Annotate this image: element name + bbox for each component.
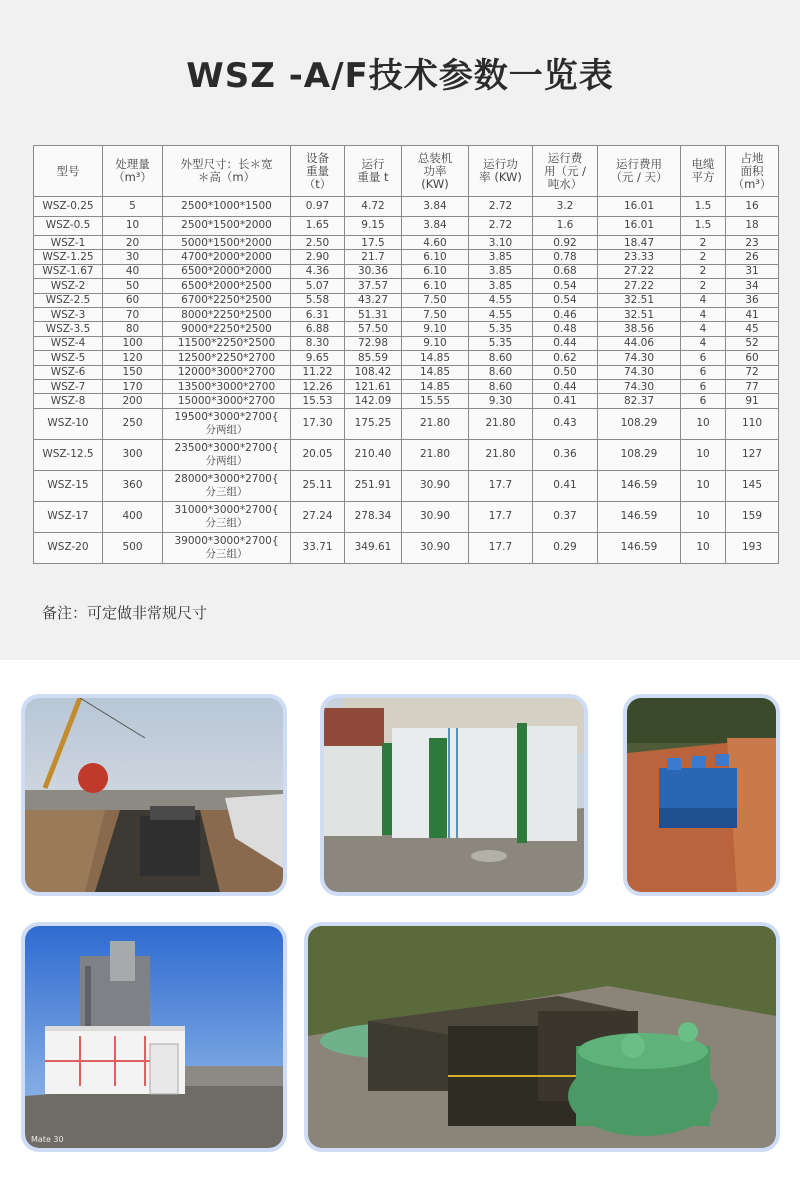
table-cell: 72 (726, 365, 779, 379)
table-cell: WSZ-2 (34, 279, 103, 293)
table-cell: 43.27 (345, 293, 402, 307)
table-cell: 45 (726, 322, 779, 336)
photo-construction-site (21, 694, 287, 896)
table-cell: 8.60 (469, 379, 533, 393)
table-cell: 121.61 (345, 379, 402, 393)
table-cell: 21.80 (469, 408, 533, 439)
table-cell: 146.59 (598, 532, 681, 563)
table-cell: 10 (681, 408, 726, 439)
table-cell: 210.40 (345, 439, 402, 470)
table-cell: 108.29 (598, 408, 681, 439)
table-cell: 193 (726, 532, 779, 563)
table-cell: 175.25 (345, 408, 402, 439)
table-row (34, 439, 779, 470)
table-cell: 74.30 (598, 351, 681, 365)
table-cell: 1.6 (533, 216, 598, 236)
table-cell: 5.35 (469, 322, 533, 336)
table-cell: 4 (681, 322, 726, 336)
table-cell: 8000*2250*2500 (163, 307, 291, 321)
table-cell: WSZ-8 (34, 394, 103, 408)
table-row (34, 336, 779, 350)
table-cell: 1.65 (291, 216, 345, 236)
photo-tanks-installation (304, 922, 780, 1152)
table-cell: 80 (103, 322, 163, 336)
table-cell: 77 (726, 379, 779, 393)
table-row (34, 470, 779, 501)
table-cell: 0.48 (533, 322, 598, 336)
table-cell: WSZ-5 (34, 351, 103, 365)
table-cell: 40 (103, 264, 163, 278)
table-cell: 57.50 (345, 322, 402, 336)
table-cell: 0.54 (533, 279, 598, 293)
table-cell: 30 (103, 250, 163, 264)
table-cell: 3.85 (469, 264, 533, 278)
table-cell: 0.50 (533, 365, 598, 379)
table-cell: 2.50 (291, 236, 345, 250)
table-cell: 14.85 (402, 365, 469, 379)
table-cell: 50 (103, 279, 163, 293)
table-cell: 15.53 (291, 394, 345, 408)
column-header: 运行费 用（元 / 吨水） (533, 146, 598, 197)
table-cell: 85.59 (345, 351, 402, 365)
column-header: 运行费用 （元 / 天） (598, 146, 681, 197)
table-row (34, 532, 779, 563)
table-row (34, 197, 779, 217)
table-cell: 16 (726, 197, 779, 217)
table-cell: 9.65 (291, 351, 345, 365)
table-cell: 6500*2000*2000 (163, 264, 291, 278)
table-cell: 1.5 (681, 216, 726, 236)
table-cell: WSZ-1.67 (34, 264, 103, 278)
table-row (34, 379, 779, 393)
table-cell: 4 (681, 293, 726, 307)
table-cell: 33.71 (291, 532, 345, 563)
table-cell: 72.98 (345, 336, 402, 350)
column-header: 电缆 平方 (681, 146, 726, 197)
table-row (34, 365, 779, 379)
table-cell: 3.10 (469, 236, 533, 250)
table-cell: 9.10 (402, 336, 469, 350)
photo-blue-unit-trench (623, 694, 780, 896)
table-cell: 2.72 (469, 197, 533, 217)
table-cell: 9.10 (402, 322, 469, 336)
table-cell: 30.90 (402, 501, 469, 532)
table-cell: 6700*2250*2500 (163, 293, 291, 307)
table-cell: 23500*3000*2700{ 分两组） (163, 439, 291, 470)
table-cell: 5000*1500*2000 (163, 236, 291, 250)
table-cell: 0.92 (533, 236, 598, 250)
table-cell: 17.30 (291, 408, 345, 439)
table-cell: 4.72 (345, 197, 402, 217)
table-cell: 44.06 (598, 336, 681, 350)
table-cell: 2500*1000*1500 (163, 197, 291, 217)
table-cell: 10 (681, 501, 726, 532)
column-header: 运行功 率 (KW) (469, 146, 533, 197)
table-cell: 12000*3000*2700 (163, 365, 291, 379)
table-cell: 3.85 (469, 279, 533, 293)
table-cell: 250 (103, 408, 163, 439)
table-cell: 108.42 (345, 365, 402, 379)
table-cell: 32.51 (598, 307, 681, 321)
table-cell: WSZ-2.5 (34, 293, 103, 307)
table-cell: 11500*2250*2500 (163, 336, 291, 350)
photo-watermark: Mate 30 (31, 1135, 64, 1144)
table-cell: 349.61 (345, 532, 402, 563)
table-cell: 8.60 (469, 351, 533, 365)
column-header: 运行 重量 t (345, 146, 402, 197)
table-cell: 11.22 (291, 365, 345, 379)
table-cell: WSZ-20 (34, 532, 103, 563)
table-cell: WSZ-6 (34, 365, 103, 379)
table-cell: 70 (103, 307, 163, 321)
table-cell: 110 (726, 408, 779, 439)
table-cell: 23 (726, 236, 779, 250)
table-cell: 37.57 (345, 279, 402, 293)
table-cell: 4 (681, 336, 726, 350)
table-cell: 74.30 (598, 379, 681, 393)
table-cell: 10 (103, 216, 163, 236)
table-cell: 17.7 (469, 470, 533, 501)
table-cell: 5 (103, 197, 163, 217)
table-cell: 4.60 (402, 236, 469, 250)
table-cell: 39000*3000*2700{ 分三组） (163, 532, 291, 563)
table-cell: 82.37 (598, 394, 681, 408)
page-title: WSZ -A/F技术参数一览表 (186, 56, 614, 96)
table-cell: 7.50 (402, 307, 469, 321)
table-cell: 0.54 (533, 293, 598, 307)
table-cell: 8.30 (291, 336, 345, 350)
table-cell: 18.47 (598, 236, 681, 250)
table-cell: 4700*2000*2000 (163, 250, 291, 264)
table-cell: 27.22 (598, 264, 681, 278)
table-cell: 2 (681, 250, 726, 264)
table-cell: 10 (681, 470, 726, 501)
table-row (34, 501, 779, 532)
table-cell: 38.56 (598, 322, 681, 336)
column-header: 型号 (34, 146, 103, 197)
table-cell: WSZ-10 (34, 408, 103, 439)
table-cell: 17.7 (469, 501, 533, 532)
table-cell: 3.2 (533, 197, 598, 217)
table-cell: 0.43 (533, 408, 598, 439)
table-cell: 16.01 (598, 197, 681, 217)
table-cell: 3.84 (402, 216, 469, 236)
table-cell: WSZ-0.5 (34, 216, 103, 236)
table-cell: 6.10 (402, 250, 469, 264)
table-cell: 14.85 (402, 351, 469, 365)
table-cell: 6 (681, 394, 726, 408)
table-cell: WSZ-15 (34, 470, 103, 501)
table-cell: 23.33 (598, 250, 681, 264)
table-cell: 12500*2250*2700 (163, 351, 291, 365)
table-cell: WSZ-17 (34, 501, 103, 532)
table-row (34, 236, 779, 250)
table-cell: 0.37 (533, 501, 598, 532)
table-cell: 3.84 (402, 197, 469, 217)
table-cell: 2 (681, 279, 726, 293)
table-cell: 21.80 (469, 439, 533, 470)
table-cell: 146.59 (598, 501, 681, 532)
table-body (34, 197, 779, 564)
table-cell: 9.15 (345, 216, 402, 236)
table-cell: 0.97 (291, 197, 345, 217)
table-cell: 52 (726, 336, 779, 350)
table-header (34, 146, 779, 197)
column-header: 外型尺寸：长＊宽 ＊高（m） (163, 146, 291, 197)
table-cell: 27.22 (598, 279, 681, 293)
table-row (34, 279, 779, 293)
table-cell: 30.36 (345, 264, 402, 278)
table-cell: 400 (103, 501, 163, 532)
table-cell: 2500*1500*2000 (163, 216, 291, 236)
table-cell: 0.44 (533, 379, 598, 393)
table-cell: 0.62 (533, 351, 598, 365)
table-cell: 6 (681, 351, 726, 365)
table-cell: 170 (103, 379, 163, 393)
table-cell: 2.90 (291, 250, 345, 264)
table-cell: 0.78 (533, 250, 598, 264)
table-cell: 6.10 (402, 279, 469, 293)
table-cell: 5.07 (291, 279, 345, 293)
table-cell: 6 (681, 365, 726, 379)
table-cell: 30.90 (402, 470, 469, 501)
table-cell: 10 (681, 532, 726, 563)
table-cell: WSZ-0.25 (34, 197, 103, 217)
spec-table (33, 145, 779, 564)
table-cell: 13500*3000*2700 (163, 379, 291, 393)
table-cell: 150 (103, 365, 163, 379)
table-cell: WSZ-1.25 (34, 250, 103, 264)
table-cell: 91 (726, 394, 779, 408)
table-row (34, 307, 779, 321)
table-row (34, 351, 779, 365)
column-header: 占地 面积 （m³） (726, 146, 779, 197)
table-row (34, 322, 779, 336)
table-cell: 32.51 (598, 293, 681, 307)
table-cell: WSZ-3.5 (34, 322, 103, 336)
table-cell: WSZ-12.5 (34, 439, 103, 470)
table-cell: 8.60 (469, 365, 533, 379)
photo-container-unit (320, 694, 588, 896)
table-cell: 127 (726, 439, 779, 470)
table-cell: 19500*3000*2700{ 分两组） (163, 408, 291, 439)
table-cell: WSZ-7 (34, 379, 103, 393)
table-cell: 0.29 (533, 532, 598, 563)
table-cell: 4.55 (469, 293, 533, 307)
table-cell: 14.85 (402, 379, 469, 393)
table-row (34, 264, 779, 278)
table-cell: 15000*3000*2700 (163, 394, 291, 408)
table-cell: 120 (103, 351, 163, 365)
table-cell: 2.72 (469, 216, 533, 236)
table-cell: 300 (103, 439, 163, 470)
table-cell: 108.29 (598, 439, 681, 470)
table-cell: 4 (681, 307, 726, 321)
table-cell: 142.09 (345, 394, 402, 408)
table-cell: 9000*2250*2500 (163, 322, 291, 336)
table-cell: 0.36 (533, 439, 598, 470)
table-cell: 28000*3000*2700{ 分三组） (163, 470, 291, 501)
table-cell: 1.5 (681, 197, 726, 217)
table-cell: 5.35 (469, 336, 533, 350)
table-cell: 5.58 (291, 293, 345, 307)
table-cell: 60 (726, 351, 779, 365)
table-row (34, 250, 779, 264)
table-cell: 12.26 (291, 379, 345, 393)
table-cell: 41 (726, 307, 779, 321)
table-cell: 2 (681, 236, 726, 250)
note-text: 备注：可定做非常规尺寸 (42, 604, 208, 622)
table-cell: 60 (103, 293, 163, 307)
table-cell: 6.10 (402, 264, 469, 278)
table-cell: 6.31 (291, 307, 345, 321)
table-cell: 20 (103, 236, 163, 250)
table-cell: 21.80 (402, 439, 469, 470)
table-cell: WSZ-3 (34, 307, 103, 321)
table-cell: 159 (726, 501, 779, 532)
column-header: 处理量 （m³） (103, 146, 163, 197)
table-cell: 31 (726, 264, 779, 278)
table-cell: 0.41 (533, 394, 598, 408)
table-cell: 4.36 (291, 264, 345, 278)
photo-equipment-room (21, 922, 287, 1152)
column-header: 设备 重量 （t） (291, 146, 345, 197)
table-cell: 146.59 (598, 470, 681, 501)
table-cell: 18 (726, 216, 779, 236)
table-cell: 30.90 (402, 532, 469, 563)
table-cell: 31000*3000*2700{ 分三组） (163, 501, 291, 532)
table-cell: 500 (103, 532, 163, 563)
table-cell: WSZ-1 (34, 236, 103, 250)
table-cell: 17.7 (469, 532, 533, 563)
table-cell: 25.11 (291, 470, 345, 501)
table-cell: 145 (726, 470, 779, 501)
table-cell: 6500*2000*2500 (163, 279, 291, 293)
table-cell: 6.88 (291, 322, 345, 336)
table-cell: WSZ-4 (34, 336, 103, 350)
table-cell: 360 (103, 470, 163, 501)
table-cell: 4.55 (469, 307, 533, 321)
table-cell: 10 (681, 439, 726, 470)
table-cell: 0.46 (533, 307, 598, 321)
table-row (34, 394, 779, 408)
table-row (34, 408, 779, 439)
table-cell: 0.44 (533, 336, 598, 350)
table-cell: 16.01 (598, 216, 681, 236)
table-cell: 6 (681, 379, 726, 393)
table-row (34, 216, 779, 236)
table-cell: 20.05 (291, 439, 345, 470)
table-cell: 15.55 (402, 394, 469, 408)
table-cell: 0.68 (533, 264, 598, 278)
table-cell: 21.80 (402, 408, 469, 439)
table-cell: 251.91 (345, 470, 402, 501)
column-header: 总装机 功率 (KW) (402, 146, 469, 197)
table-cell: 9.30 (469, 394, 533, 408)
table-cell: 26 (726, 250, 779, 264)
table-cell: 278.34 (345, 501, 402, 532)
table-cell: 17.5 (345, 236, 402, 250)
table-cell: 200 (103, 394, 163, 408)
table-cell: 74.30 (598, 365, 681, 379)
table-cell: 2 (681, 264, 726, 278)
table-cell: 100 (103, 336, 163, 350)
table-cell: 36 (726, 293, 779, 307)
table-cell: 3.85 (469, 250, 533, 264)
table-row (34, 293, 779, 307)
table-cell: 34 (726, 279, 779, 293)
table-cell: 7.50 (402, 293, 469, 307)
table-cell: 21.7 (345, 250, 402, 264)
table-cell: 0.41 (533, 470, 598, 501)
table-cell: 27.24 (291, 501, 345, 532)
table-cell: 51.31 (345, 307, 402, 321)
